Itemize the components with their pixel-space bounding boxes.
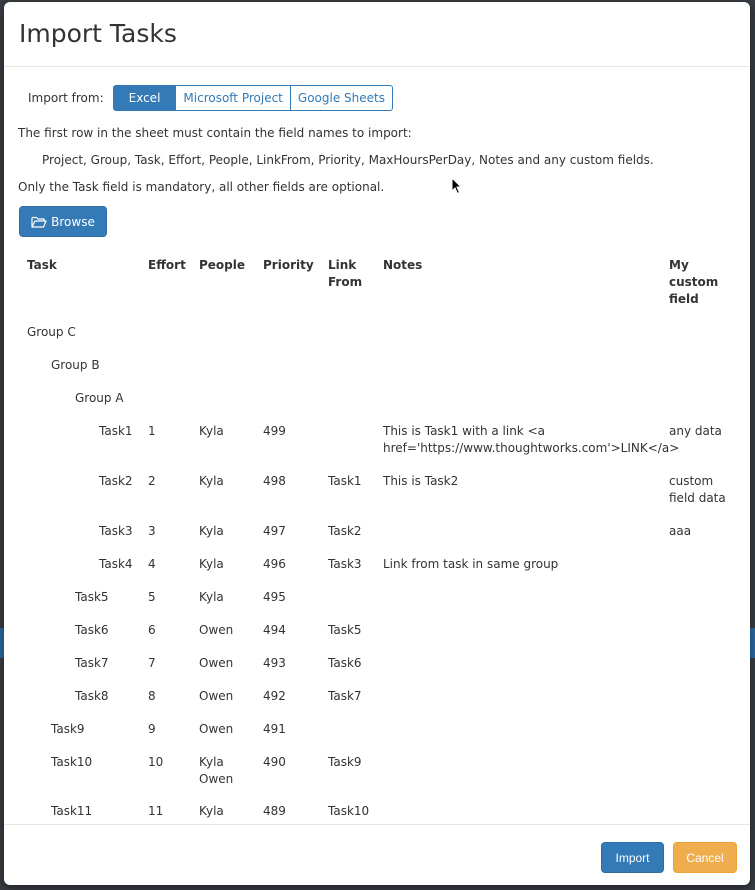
task-priority: 491 (263, 722, 286, 736)
task-link-from: Task9 (328, 755, 362, 769)
task-link-from: Task6 (328, 656, 362, 670)
browse-button[interactable] (19, 206, 107, 237)
task-people: Kyla (199, 755, 224, 769)
task-effort: 2 (148, 474, 156, 488)
task-priority: 499 (263, 424, 286, 438)
task-people: Kyla (199, 557, 224, 571)
group-row: Group C (27, 325, 76, 339)
task-link-from: Task10 (328, 804, 370, 818)
task-people: Owen (199, 772, 234, 786)
header-custom-line1: My (669, 258, 689, 272)
group-row: Group A (75, 391, 124, 405)
task-custom-field: any data (669, 424, 722, 438)
task-name: Task9 (51, 722, 85, 736)
cancel-button[interactable]: Cancel (673, 842, 737, 873)
folder-open-icon (31, 216, 47, 228)
task-name: Task10 (51, 755, 93, 769)
task-link-from: Task2 (328, 524, 362, 538)
header-link-from-line1: Link (328, 258, 357, 272)
task-name: Task6 (75, 623, 109, 637)
task-priority: 493 (263, 656, 286, 670)
header-task: Task (27, 258, 57, 272)
dialog-title: Import Tasks (19, 19, 177, 48)
task-name: Task5 (75, 590, 109, 604)
task-name: Task2 (99, 474, 133, 488)
header-custom-line3: field (669, 292, 699, 306)
task-effort: 3 (148, 524, 156, 538)
task-name: Task4 (99, 557, 133, 571)
task-effort: 10 (148, 755, 164, 769)
header-link-from-line2: From (328, 275, 363, 289)
group-row: Group B (51, 358, 100, 372)
task-priority: 496 (263, 557, 286, 571)
microsoft-project-option[interactable]: Microsoft Project (176, 85, 290, 111)
task-people: Kyla (199, 804, 224, 818)
task-effort: 4 (148, 557, 156, 571)
header-custom-line2: custom (669, 275, 719, 289)
task-link-from: Task5 (328, 623, 362, 637)
task-people: Kyla (199, 474, 224, 488)
import-button[interactable]: Import (601, 842, 664, 873)
task-name: Task8 (75, 689, 109, 703)
task-priority: 490 (263, 755, 286, 769)
task-name: Task11 (51, 804, 93, 818)
task-people: Kyla (199, 590, 224, 604)
instruction-mandatory: Only the Task field is mandatory, all other fields are optional. (18, 180, 385, 194)
mouse-cursor-icon (451, 177, 463, 195)
task-name: Task3 (99, 524, 133, 538)
task-people: Owen (199, 623, 234, 637)
header-notes: Notes (383, 258, 423, 272)
import-tasks-dialog (4, 2, 750, 885)
header-priority: Priority (263, 258, 314, 272)
task-custom-field: field data (669, 491, 726, 505)
preview-table[interactable] (19, 252, 735, 818)
task-effort: 9 (148, 722, 156, 736)
dialog-footer (4, 824, 750, 885)
instruction-field-list: Project, Group, Task, Effort, People, LinkFrom, Priority, MaxHoursPerDay, Notes and any custom fields. (42, 153, 654, 167)
task-custom-field: aaa (669, 524, 692, 538)
task-effort: 1 (148, 424, 156, 438)
task-priority: 497 (263, 524, 286, 538)
import-from-label: Import from: (28, 91, 104, 105)
task-name: Task1 (99, 424, 133, 438)
task-link-from: Task3 (328, 557, 362, 571)
import-source-row (28, 85, 393, 111)
task-priority: 498 (263, 474, 286, 488)
browse-label: Browse (51, 214, 95, 229)
task-priority: 489 (263, 804, 286, 818)
instruction-first-row: The first row in the sheet must contain the field names to import: (18, 126, 412, 140)
task-notes: href='https://www.thoughtworks.com'>LINK</a> (383, 441, 680, 455)
task-people: Kyla (199, 524, 224, 538)
task-people: Owen (199, 689, 234, 703)
task-link-from: Task7 (328, 689, 362, 703)
task-notes: This is Task1 with a link <a (383, 424, 545, 438)
task-people: Kyla (199, 424, 224, 438)
task-effort: 8 (148, 689, 156, 703)
task-notes: This is Task2 (383, 474, 459, 488)
dialog-header (4, 2, 750, 67)
task-link-from: Task1 (328, 474, 362, 488)
task-priority: 494 (263, 623, 286, 637)
task-people: Owen (199, 656, 234, 670)
task-effort: 6 (148, 623, 156, 637)
google-sheets-option[interactable]: Google Sheets (291, 85, 393, 111)
task-people: Owen (199, 722, 234, 736)
excel-option[interactable]: Excel (113, 85, 177, 111)
background-page-strip (750, 628, 755, 658)
task-custom-field: custom (669, 474, 714, 488)
task-effort: 5 (148, 590, 156, 604)
header-effort: Effort (148, 258, 186, 272)
task-effort: 11 (148, 804, 164, 818)
import-source-toggle (113, 85, 393, 111)
task-name: Task7 (75, 656, 109, 670)
header-people: People (199, 258, 246, 272)
task-notes: Link from task in same group (383, 557, 559, 571)
task-priority: 492 (263, 689, 286, 703)
task-effort: 7 (148, 656, 156, 670)
task-priority: 495 (263, 590, 286, 604)
